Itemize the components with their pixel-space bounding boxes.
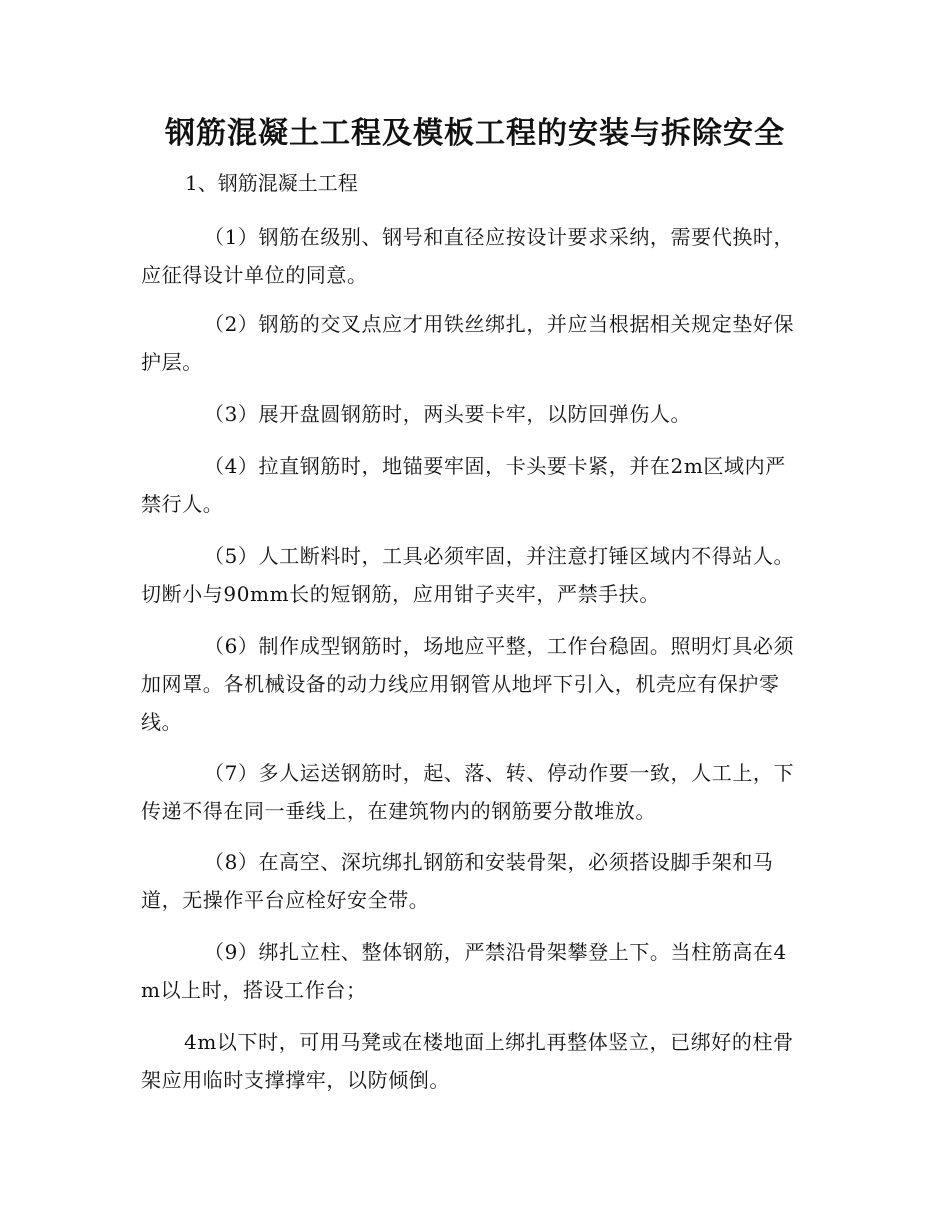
section-heading: 1、钢筋混凝土工程 bbox=[185, 171, 358, 195]
paragraph-9: （9）绑扎立柱、整体钢筋，严禁沿骨架攀登上下。当柱筋高在4m以上时，搭设工作台； bbox=[141, 940, 787, 1002]
paragraph-4: （4）拉直钢筋时，地锚要牢固，卡头要卡紧，并在2m区域内严禁行人。 bbox=[141, 454, 786, 516]
paragraph-7: （7）多人运送钢筋时，起、落、转、停动作要一致，人工上，下传递不得在同一垂线上，在建筑物内的钢筋要分散堆放。 bbox=[141, 761, 795, 823]
document-title: 钢筋混凝土工程及模板工程的安装与拆除安全 bbox=[165, 116, 785, 151]
paragraph-3: （3）展开盘圆钢筋时，两头要卡牢，以防回弹伤人。 bbox=[204, 402, 692, 426]
paragraph-2: （2）钢筋的交叉点应才用铁丝绑扎，并应当根据相关规定垫好保护层。 bbox=[141, 312, 795, 374]
paragraph-5: （5）人工断料时，工具必须牢固，并注意打锤区域内不得站人。切断小与90mm长的短钢筋，应用钳子夹牢，严禁手扶。 bbox=[141, 544, 795, 606]
paragraph-10: 4m以下时，可用马凳或在楼地面上绑扎再整体竖立，已绑好的柱骨架应用临时支撑撑牢，以防倾倒。 bbox=[141, 1030, 794, 1092]
paragraph-6: （6）制作成型钢筋时，场地应平整，工作台稳固。照明灯具必须加网罩。各机械设备的动力线应用钢管从地坪下引入，机壳应有保护零线。 bbox=[141, 634, 795, 734]
paragraph-1: （1）钢筋在级别、钢号和直径应按设计要求采纳，需要代换时，应征得设计单位的同意。 bbox=[141, 225, 795, 287]
paragraph-8: （8）在高空、深坑绑扎钢筋和安装骨架，必须搭设脚手架和马道，无操作平台应栓好安全带。 bbox=[141, 850, 774, 912]
